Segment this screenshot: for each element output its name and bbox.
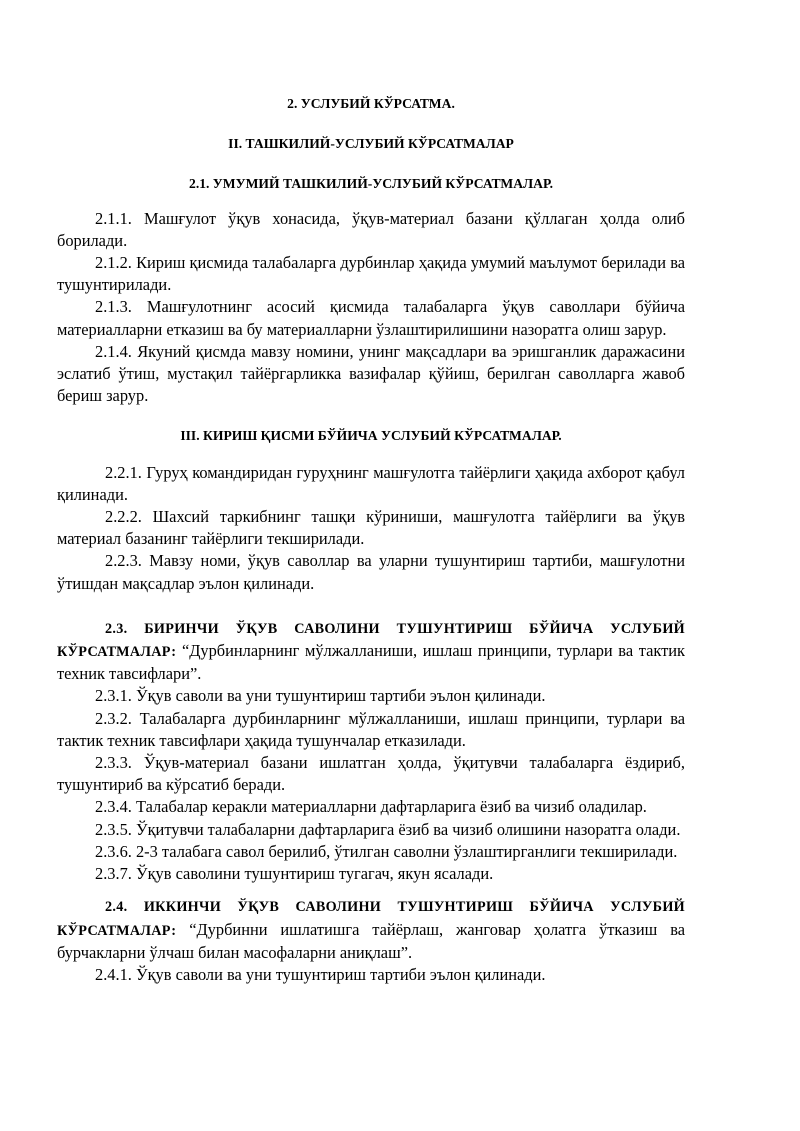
paragraph-2-2-1: 2.2.1. Гуруҳ командиридан гуруҳнинг машғулотга тайёрлиги ҳақида ахборот қабул қилинади. xyxy=(57,462,685,504)
paragraph-2-3-7: 2.3.7. Ўқув саволини тушунтириш тугагач, якун ясалади. xyxy=(95,864,494,884)
paragraph-2-1-4: 2.1.4. Якуний қисмда мавзу номини, унинг мақсадлари ва эришганлик даражасини эслатиб ўтиш, мустақил тайёргарликка вазифалар қўйиш, берилган саволларга жавоб бериш зарур. xyxy=(57,341,685,406)
paragraph-2-2-3: 2.2.3. Мавзу номи, ўқув саволлар ва уларни тушунтириш тартиби, машғулотни ўтишдан мақсадлар эълон қилинади. xyxy=(57,551,685,593)
section-2-3-title-topic: “Дурбинларнинг мўлжалланиши, ишлаш принципи, турлари ва тактик техник тавсифлари”. xyxy=(57,641,685,684)
paragraph-2-2-2: 2.2.2. Шахсий таркибнинг ташқи кўриниши, машғулотга тайёрлиги ва ўқув материал базанинг тайёрлиги текширилади. xyxy=(57,507,685,549)
document-heading: 2. УСЛУБИЙ КЎРСАТМА. xyxy=(287,96,455,111)
section-2-3-title xyxy=(57,617,685,686)
paragraph-2-3-6: 2.3.6. 2-3 талабага савол берилиб, ўтилган саволни ўзлаштирганлиги текширилади. xyxy=(95,841,678,861)
paragraph-2-3-2: 2.3.2. Талабаларга дурбинларнинг мўлжалланиши, ишлаш принципи, турлари ва тактик техник тавсифлари ҳақида тушунчалар етказилади. xyxy=(57,708,685,750)
section-2-3-title-bold: 2.3. БИРИНЧИ ЎҚУВ САВОЛИНИ ТУШУНТИРИШ БЎЙИЧА УСЛУБИЙ КЎРСАТМАЛАР: xyxy=(57,620,685,661)
subsection-heading-general: 2.1. УМУМИЙ ТАШКИЛИЙ-УСЛУБИЙ КЎРСАТМАЛАР. xyxy=(189,176,553,192)
paragraph-2-3-3: 2.3.3. Ўқув-материал базани ишлатган ҳолда, ўқитувчи талабаларга ёздириб, тушунтириб ва кўрсатиб беради. xyxy=(57,753,685,795)
paragraph-2-1-3: 2.1.3. Машғулотнинг асосий қисмида талабаларга ўқув саволлари бўйича материалларни етказиш ва бу материалларни ўзлаштирилишини назоратга олиш зарур. xyxy=(57,297,685,339)
document-page xyxy=(57,93,685,986)
section-2-4-title-topic: “Дурбинни ишлатишга тайёрлаш, жанговар ҳолатга ўтказиш ва бурчакларни ўлчаш билан масофаларни аниқлаш”. xyxy=(57,919,685,962)
paragraph-2-4-1: 2.4.1. Ўқув саволи ва уни тушунтириш тартиби эълон қилинади. xyxy=(95,964,546,984)
section-heading-organizational: II. ТАШКИЛИЙ-УСЛУБИЙ КЎРСАТМАЛАР xyxy=(228,136,514,152)
section-heading-introduction: III. КИРИШ ҚИСМИ БЎЙИЧА УСЛУБИЙ КЎРСАТМАЛАР. xyxy=(180,428,562,444)
section-2-4-title xyxy=(57,895,685,964)
paragraph-2-1-2: 2.1.2. Кириш қисмида талабаларга дурбинлар ҳақида умумий маълумот берилади ва тушунтирилади. xyxy=(57,253,685,295)
paragraph-2-1-1: 2.1.1. Машғулот ўқув хонасида, ўқув-материал базани қўллаган ҳолда олиб борилади. xyxy=(57,208,685,250)
paragraph-2-3-1: 2.3.1. Ўқув саволи ва уни тушунтириш тартиби эълон қилинади. xyxy=(95,686,546,706)
paragraph-2-3-5: 2.3.5. Ўқитувчи талабаларни дафтарларига ёзиб ва чизиб олишини назоратга олади. xyxy=(95,819,681,839)
paragraph-2-3-4: 2.3.4. Талабалар керакли материалларни дафтарларига ёзиб ва чизиб оладилар. xyxy=(95,797,647,817)
section-2-4-title-bold: 2.4. ИККИНЧИ ЎҚУВ САВОЛИНИ ТУШУНТИРИШ БЎЙИЧА УСЛУБИЙ КЎРСАТМАЛАР: xyxy=(57,899,685,939)
